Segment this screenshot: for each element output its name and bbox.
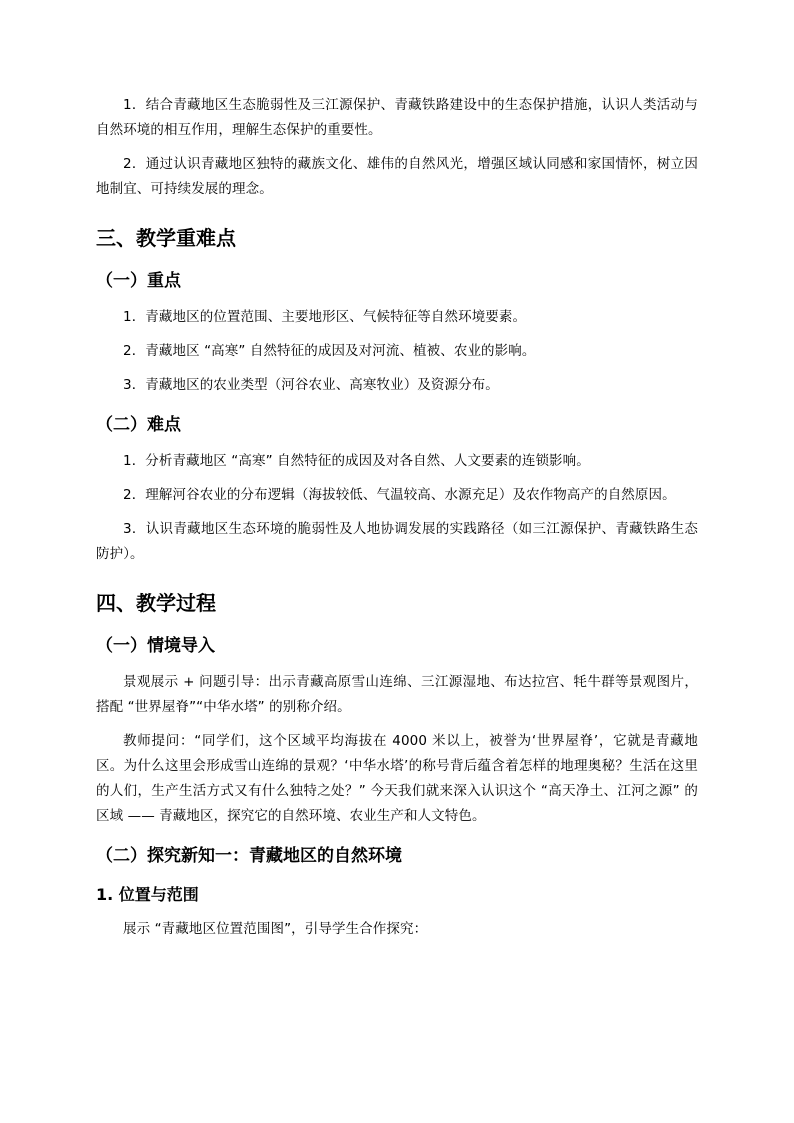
key-point-item: 3．青藏地区的农业类型（河谷农业、高寒牧业）及资源分布。 [123, 377, 499, 393]
key-point-item: 2．青藏地区 “高寒” 自然特征的成因及对河流、植被、农业的影响。 [123, 343, 536, 359]
difficult-point-item: 1．分析青藏地区 “高寒” 自然特征的成因及对各自然、人文要素的连锁影响。 [123, 453, 590, 469]
key-point-item: 1．青藏地区的位置范围、主要地形区、气候特征等自然环境要素。 [123, 309, 527, 325]
teacher-question-paragraph: 教师提问：“同学们，这个区域平均海拔在 4000 米以上，被誉为‘世界屋脊’，它就是青藏地区。为什么这里会形成雪山连绵的景观？‘中华水塔’的称号背后蕴含着怎样的地理奥秘？生活在这里的人们，生产生活方式又有什么独特之处？” 今天我们就来深入认识这个 “高天净土、江河之源” 的区域 —— 青藏地区，探究它的自然环境、农业生产和人文特色。 [96, 733, 698, 824]
section-3-heading: 三、教学重难点 [96, 226, 236, 250]
document-page [96, 93, 698, 951]
intro-paragraph: 景观展示 + 问题引导：出示青藏高原雪山连绵、三江源湿地、布达拉宫、牦牛群等景观图片，搭配 “世界屋脊”“中华水塔” 的别称介绍。 [96, 674, 698, 715]
difficult-points-heading: （二）难点 [96, 415, 181, 435]
location-paragraph: 展示 “青藏地区位置范围图”，引导学生合作探究： [123, 921, 428, 937]
intro-heading: （一）情境导入 [96, 636, 215, 656]
key-points-heading: （一）重点 [96, 271, 181, 291]
section-4-heading: 四、教学过程 [96, 591, 216, 615]
difficult-point-item: 2．理解河谷农业的分布逻辑（海拔较低、气温较高、水源充足）及农作物高产的自然原因。 [123, 487, 676, 503]
explore-heading: （二）探究新知一：青藏地区的自然环境 [96, 846, 402, 866]
location-subheading: 1. 位置与范围 [96, 885, 199, 904]
goal-item-2: 2．通过认识青藏地区独特的藏族文化、雄伟的自然风光，增强区域认同感和家国情怀，树立因地制宜、可持续发展的理念。 [96, 156, 698, 197]
difficult-point-item: 3．认识青藏地区生态环境的脆弱性及人地协调发展的实践路径（如三江源保护、青藏铁路生态防护）。 [96, 521, 698, 562]
goal-item-1: 1．结合青藏地区生态脆弱性及三江源保护、青藏铁路建设中的生态保护措施，认识人类活动与自然环境的相互作用，理解生态保护的重要性。 [96, 97, 698, 138]
